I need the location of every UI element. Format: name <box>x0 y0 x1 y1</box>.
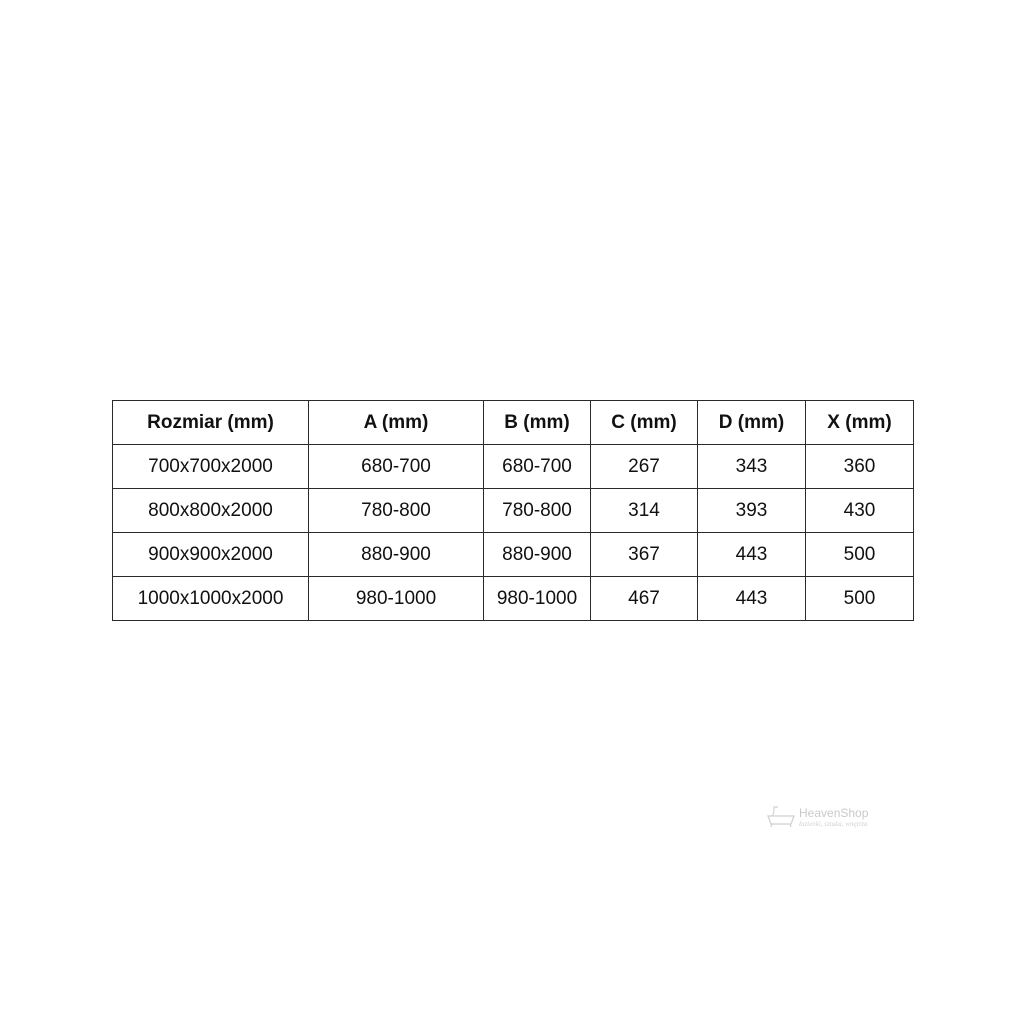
cell-b: 980-1000 <box>484 577 591 621</box>
cell-size: 700x700x2000 <box>113 445 309 489</box>
cell-d: 443 <box>698 577 806 621</box>
table-row <box>113 489 914 533</box>
cell-x: 360 <box>806 445 914 489</box>
cell-a: 780-800 <box>309 489 484 533</box>
header-d: D (mm) <box>698 401 806 445</box>
dimensions-table <box>112 400 914 621</box>
cell-size: 1000x1000x2000 <box>113 577 309 621</box>
cell-b: 680-700 <box>484 445 591 489</box>
cell-c: 467 <box>591 577 698 621</box>
header-b: B (mm) <box>484 401 591 445</box>
cell-x: 500 <box>806 577 914 621</box>
cell-x: 500 <box>806 533 914 577</box>
cell-c: 367 <box>591 533 698 577</box>
header-a: A (mm) <box>309 401 484 445</box>
cell-d: 343 <box>698 445 806 489</box>
cell-a: 980-1000 <box>309 577 484 621</box>
header-size: Rozmiar (mm) <box>113 401 309 445</box>
cell-x: 430 <box>806 489 914 533</box>
table-header-row <box>113 401 914 445</box>
cell-b: 880-900 <box>484 533 591 577</box>
cell-c: 267 <box>591 445 698 489</box>
header-c: C (mm) <box>591 401 698 445</box>
table-row <box>113 445 914 489</box>
watermark-tagline: łazienki, sztuka, wnętrza <box>799 819 868 828</box>
cell-a: 880-900 <box>309 533 484 577</box>
watermark-brand: HeavenShop <box>799 805 869 820</box>
table-row <box>113 533 914 577</box>
table-row <box>113 577 914 621</box>
cell-d: 443 <box>698 533 806 577</box>
bathtub-icon <box>766 806 796 828</box>
cell-c: 314 <box>591 489 698 533</box>
heavenshop-watermark <box>766 806 868 828</box>
cell-b: 780-800 <box>484 489 591 533</box>
header-x: X (mm) <box>806 401 914 445</box>
cell-d: 393 <box>698 489 806 533</box>
cell-a: 680-700 <box>309 445 484 489</box>
cell-size: 800x800x2000 <box>113 489 309 533</box>
cell-size: 900x900x2000 <box>113 533 309 577</box>
